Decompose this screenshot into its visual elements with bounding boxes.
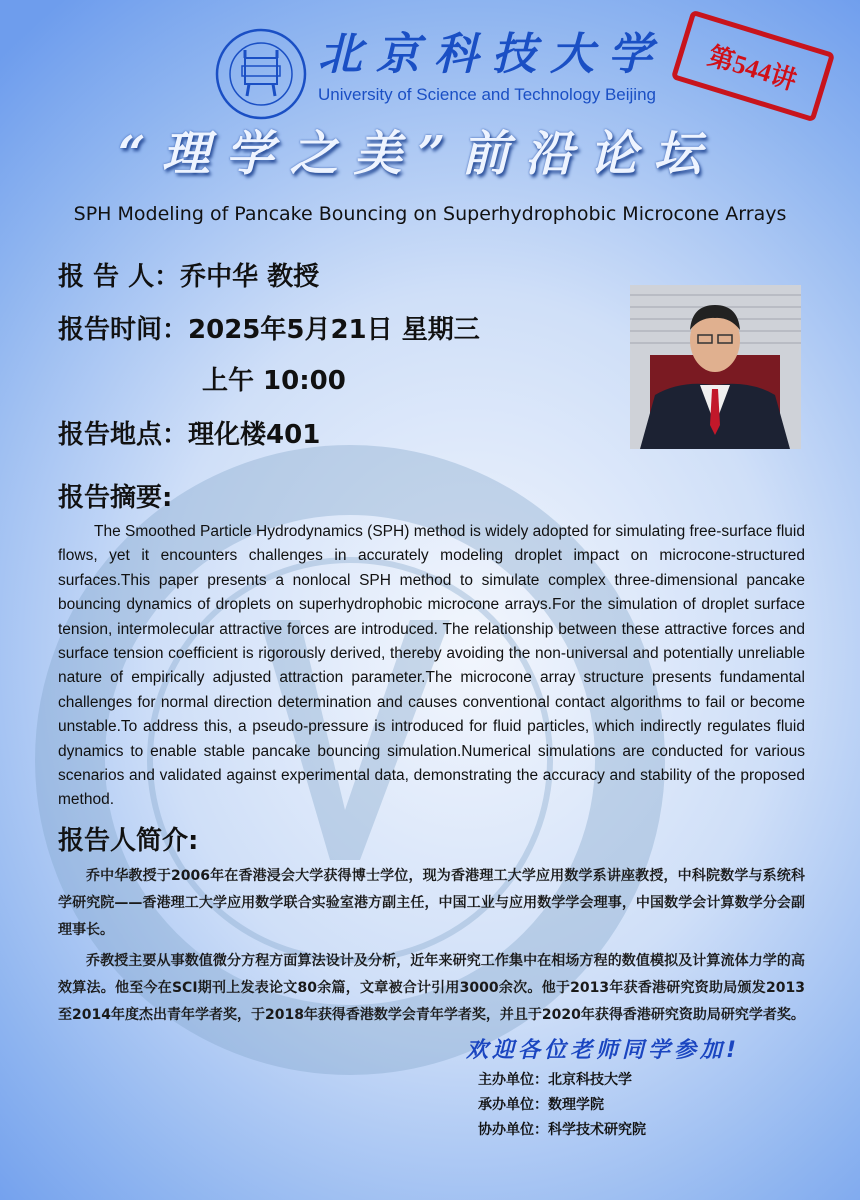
time-row bbox=[58, 313, 480, 347]
welcome-message: 欢迎各位老师同学参加! bbox=[466, 1037, 741, 1063]
talk-date: 2025年5月21日 星期三 bbox=[188, 315, 480, 345]
abstract-text: The Smoothed Particle Hydrodynamics (SPH) method is widely adopted for simulating free-surface fluid flows, yet it encounters challenges in accurately modeling droplet impact on microcone-structured surfaces.This paper presents a nonlocal SPH method to simulate complex three-dimensional pancake bouncing dynamics of droplets on superhydrophobic microcone arrays.For the simulation of droplet surface tension, intermolecular attractive forces are introduced. The relationship between these attractive forces and surface tension coefficient is rigorously derived, thereby avoiding the non-universal and potentially unreliable nature of empirically adjusted attraction parameter.The microcone array structure presents fundamental challenges for normal direction determination and causes conventional contact algorithms to fail or become unstable.To address this, a pseudo-pressure is introduced for fluid particles, which indirectly regulates fluid dynamics to enable stable pancake bouncing simulation.Numerical simulations are conducted for various scenarios and validated against experimental data, demonstrating the accuracy and stability of the proposed method. bbox=[58, 523, 805, 809]
speaker-label: 报 告 人： bbox=[58, 262, 181, 292]
organizer-host: 主办单位：北京科技大学 bbox=[478, 1071, 632, 1088]
talk-time: 上午 10:00 bbox=[202, 366, 346, 396]
bio-paragraph: 乔教授主要从事数值微分方程方面算法设计及分析，近年来研究工作集中在相场方程的数值模拟及计算流体力学的高效算法。他至今在SCI期刊上发表论文80余篇，文章被合计引用3000余次。他于2013年获香港研究资助局颁发2013至2014年度杰出青年学者奖，于2018年获得香港数学会青年学者奖，并且于2020年获得香港研究资助局研究学者奖。 bbox=[58, 952, 805, 1023]
university-name-cn: 北京科技大学 bbox=[318, 29, 666, 80]
organizer-co-host: 协办单位：科学技术研究院 bbox=[478, 1121, 646, 1138]
bio-paragraph: 乔中华教授于2006年在香港浸会大学获得博士学位，现为香港理工大学应用数学系讲座教授，中科院数学与系统科学研究院——香港理工大学应用数学联合实验室港方副主任，中国工业与应用数学学会理事，中国数学会计算数学分会副理事长。 bbox=[58, 867, 805, 938]
location-label: 报告地点： bbox=[58, 420, 189, 450]
university-logo bbox=[215, 28, 307, 120]
talk-title: SPH Modeling of Pancake Bouncing on Superhydrophobic Microcone Arrays bbox=[73, 203, 787, 225]
speaker-row bbox=[58, 260, 319, 294]
abstract-heading: 报告摘要: bbox=[58, 483, 173, 513]
speaker-name: 乔中华 教授 bbox=[180, 262, 320, 292]
talk-location: 理化楼401 bbox=[188, 420, 321, 450]
speaker-photo bbox=[630, 285, 801, 449]
bio-heading: 报告人简介: bbox=[58, 825, 199, 856]
lecture-number-stamp: 第544讲 bbox=[671, 10, 835, 123]
organizer-undertaker: 承办单位：数理学院 bbox=[478, 1096, 604, 1113]
location-row bbox=[58, 418, 320, 452]
time-label: 报告时间： bbox=[58, 315, 189, 345]
forum-title: “理学之美”前沿论坛 bbox=[118, 126, 718, 182]
lower-content bbox=[58, 480, 805, 1142]
university-name-en: University of Science and Technology Beijing bbox=[318, 85, 656, 104]
